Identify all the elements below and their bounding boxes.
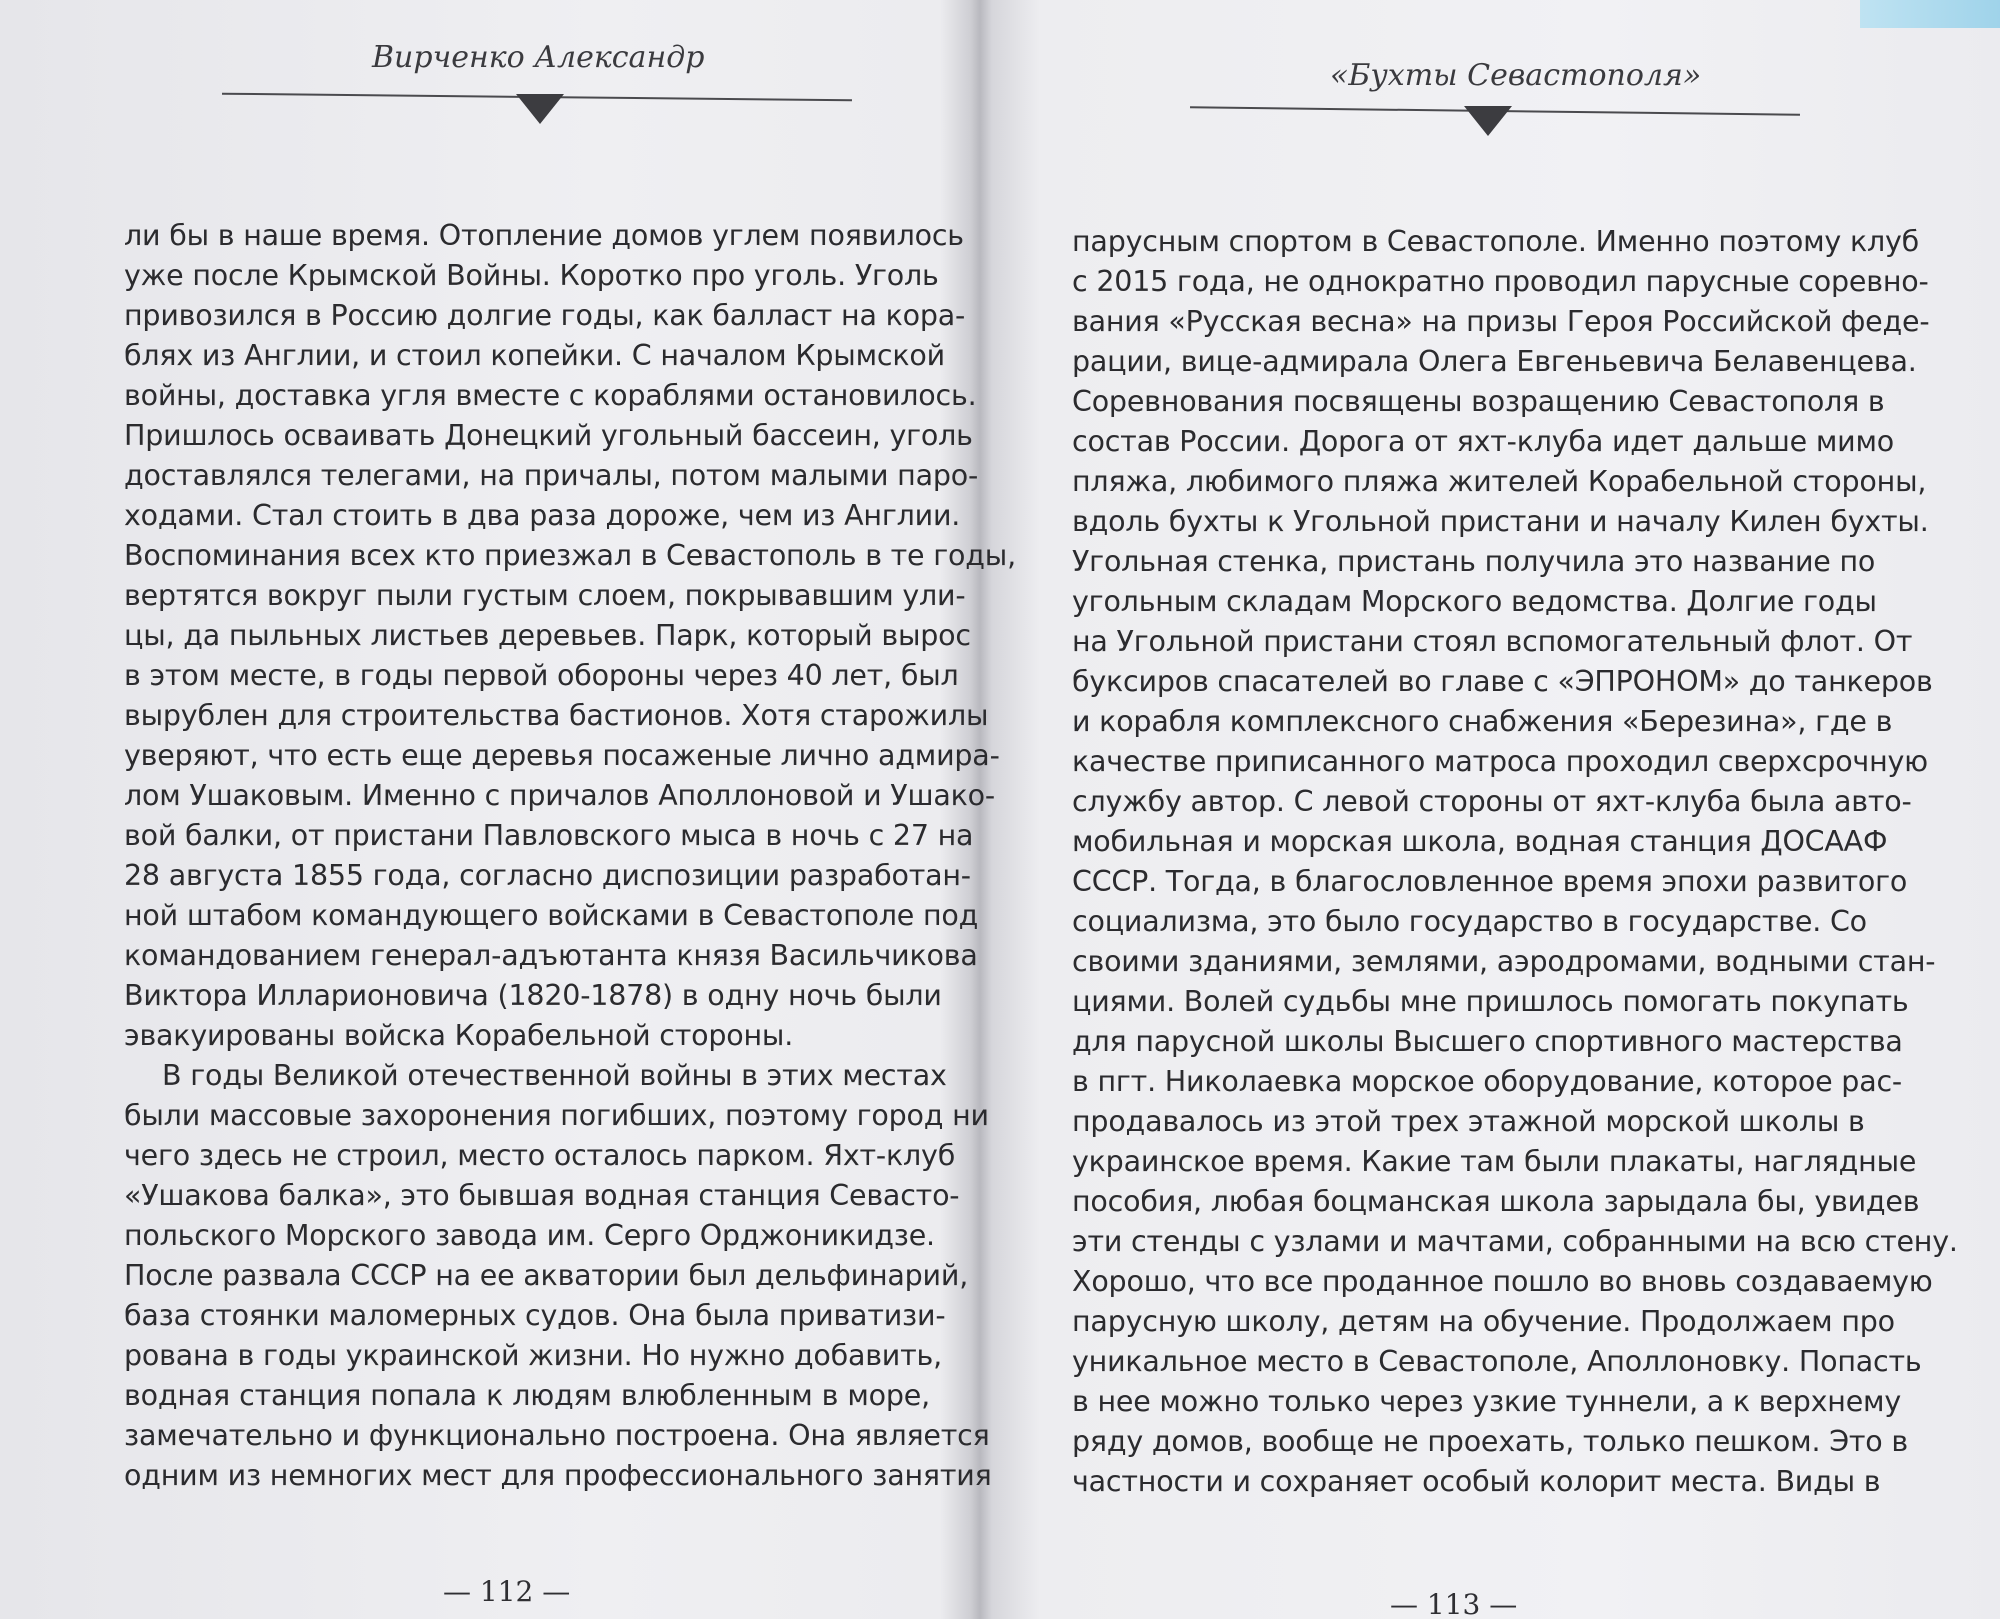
text-line: циями. Волей судьбы мне пришлось помогать покупать bbox=[1072, 985, 1909, 1018]
text-line: ли бы в наше время. Отопление домов углем появилось bbox=[124, 219, 964, 252]
left-body-text bbox=[124, 216, 1016, 1496]
text-line: Соревнования посвящены возращению Севастополя в bbox=[1072, 385, 1885, 418]
text-line: уверяют, что есть еще деревья посаженые лично адмира- bbox=[124, 739, 1000, 772]
text-line: Воспоминания всех кто приезжал в Севастополь в те годы, bbox=[124, 539, 1016, 572]
text-line: ряду домов, вообще не проехать, только пешком. Это в bbox=[1072, 1425, 1908, 1458]
text-line: замечательно и функционально построена. Она является bbox=[124, 1419, 990, 1452]
right-running-head: «Бухты Севастополя» bbox=[1330, 58, 1702, 93]
right-body-text bbox=[1072, 222, 1958, 1502]
text-line: угольным складам Морского ведомства. Долгие годы bbox=[1072, 585, 1877, 618]
text-line: база стоянки маломерных судов. Она была приватизи- bbox=[124, 1299, 946, 1332]
text-line: ной штабом командующего войсками в Севастополе под bbox=[124, 899, 979, 932]
text-line: пособия, любая боцманская школа зарыдала бы, увидев bbox=[1072, 1185, 1920, 1218]
text-line: цы, да пыльных листьев деревьев. Парк, который вырос bbox=[124, 619, 971, 652]
text-line: украинское время. Какие там были плакаты, наглядные bbox=[1072, 1145, 1917, 1178]
text-line: Виктора Илларионовича (1820-1878) в одну ночь были bbox=[124, 979, 942, 1012]
text-line: ходами. Стал стоить в два раза дороже, чем из Англии. bbox=[124, 499, 961, 532]
text-line: «Ушакова балка», это бывшая водная станция Севасто- bbox=[124, 1179, 960, 1212]
text-line: были массовые захоронения погибших, поэтому город ни bbox=[124, 1099, 989, 1132]
text-line: частности и сохраняет особый колорит места. Виды в bbox=[1072, 1465, 1881, 1498]
text-line: и корабля комплексного снабжения «Березина», где в bbox=[1072, 705, 1893, 738]
text-line: уникальное место в Севастополе, Аполлоновку. Попасть bbox=[1072, 1345, 1922, 1378]
text-line: рована в годы украинской жизни. Но нужно добавить, bbox=[124, 1339, 942, 1372]
text-line: Угольная стенка, пристань получила это название по bbox=[1072, 545, 1876, 578]
text-line: в нее можно только через узкие туннели, а к верхнему bbox=[1072, 1385, 1902, 1418]
text-line: водная станция попала к людям влюбленным в море, bbox=[124, 1379, 930, 1412]
right-page bbox=[980, 0, 2000, 1619]
text-line: мобильная и морская школа, водная станция ДОСААФ bbox=[1072, 825, 1888, 858]
text-line: вой балки, от пристани Павловского мыса в ночь с 27 на bbox=[124, 819, 974, 852]
text-line: в этом месте, в годы первой обороны через 40 лет, был bbox=[124, 659, 959, 692]
text-line: После развала СССР на ее акватории был дельфинарий, bbox=[124, 1259, 969, 1292]
text-line: польского Морского завода им. Серго Орджоникидзе. bbox=[124, 1219, 935, 1252]
right-header-ornament bbox=[1464, 106, 1512, 136]
text-line: состав России. Дорога от яхт-клуба идет дальше мимо bbox=[1072, 425, 1894, 458]
text-line: вертятся вокруг пыли густым слоем, покрывавшим ули- bbox=[124, 579, 966, 612]
text-line: Пришлось осваивать Донецкий угольный бассеин, уголь bbox=[124, 419, 973, 452]
text-line: СССР. Тогда, в благословленное время эпохи развитого bbox=[1072, 865, 1908, 898]
text-line: чего здесь не строил, место осталось парком. Яхт-клуб bbox=[124, 1139, 956, 1172]
text-line: командованием генерал-адъютанта князя Васильчикова bbox=[124, 939, 978, 972]
text-line: блях из Англии, и стоил копейки. С началом Крымской bbox=[124, 339, 945, 372]
text-line: качестве приписанного матроса проходил сверхсрочную bbox=[1072, 745, 1928, 778]
text-line: для парусной школы Высшего спортивного мастерства bbox=[1072, 1025, 1903, 1058]
left-header-ornament bbox=[516, 94, 564, 124]
text-line: службу автор. С левой стороны от яхт-клуба была авто- bbox=[1072, 785, 1912, 818]
left-folio: — 112 — bbox=[443, 1575, 571, 1608]
text-line: вдоль бухты к Угольной пристани и началу Килен бухты. bbox=[1072, 505, 1929, 538]
text-line: войны, доставка угля вместе с кораблями остановилось. bbox=[124, 379, 977, 412]
text-line: вания «Русская весна» на призы Героя Российской феде- bbox=[1072, 305, 1930, 338]
text-line: с 2015 года, не однократно проводил парусные соревно- bbox=[1072, 265, 1929, 298]
text-line: своими зданиями, землями, аэродромами, водными стан- bbox=[1072, 945, 1936, 978]
text-line: Хорошо, что все проданное пошло во вновь создаваемую bbox=[1072, 1265, 1933, 1298]
text-line: продавалось из этой трех этажной морской школы в bbox=[1072, 1105, 1865, 1138]
text-line: доставлялся телегами, на причалы, потом малыми паро- bbox=[124, 459, 979, 492]
text-line: В годы Великой отечественной войны в этих местах bbox=[162, 1059, 947, 1092]
text-line: социализма, это было государство в государстве. Со bbox=[1072, 905, 1867, 938]
text-line: пляжа, любимого пляжа жителей Корабельной стороны, bbox=[1072, 465, 1927, 498]
text-line: на Угольной пристани стоял вспомогательный флот. От bbox=[1072, 625, 1913, 658]
text-line: привозился в Россию долгие годы, как балласт на кора- bbox=[124, 299, 966, 332]
text-line: лом Ушаковым. Именно с причалов Аполлоновой и Ушако- bbox=[124, 779, 995, 812]
right-folio: — 113 — bbox=[1390, 1588, 1518, 1619]
text-line: в пгт. Николаевка морское оборудование, которое рас- bbox=[1072, 1065, 1903, 1098]
text-line: вырублен для строительства бастионов. Хотя старожилы bbox=[124, 699, 989, 732]
text-line: 28 августа 1855 года, согласно диспозиции разработан- bbox=[124, 859, 971, 892]
background-edge bbox=[1860, 0, 2000, 28]
text-line: одним из немногих мест для профессионального занятия bbox=[124, 1459, 992, 1492]
text-line: уже после Крымской Войны. Коротко про уголь. Уголь bbox=[124, 259, 939, 292]
text-line: буксиров спасателей во главе с «ЭПРОНОМ» до танкеров bbox=[1072, 665, 1933, 698]
text-line: рации, вице-адмирала Олега Евгеньевича Белавенцева. bbox=[1072, 345, 1917, 378]
text-line: эти стенды с узлами и мачтами, собранными на всю стену. bbox=[1072, 1225, 1958, 1258]
text-line: парусным спортом в Севастополе. Именно поэтому клуб bbox=[1072, 225, 1920, 258]
text-line: парусную школу, детям на обучение. Продолжаем про bbox=[1072, 1305, 1895, 1338]
text-line: эвакуированы войска Корабельной стороны. bbox=[124, 1019, 794, 1052]
left-running-head: Вирченко Александр bbox=[372, 40, 705, 75]
